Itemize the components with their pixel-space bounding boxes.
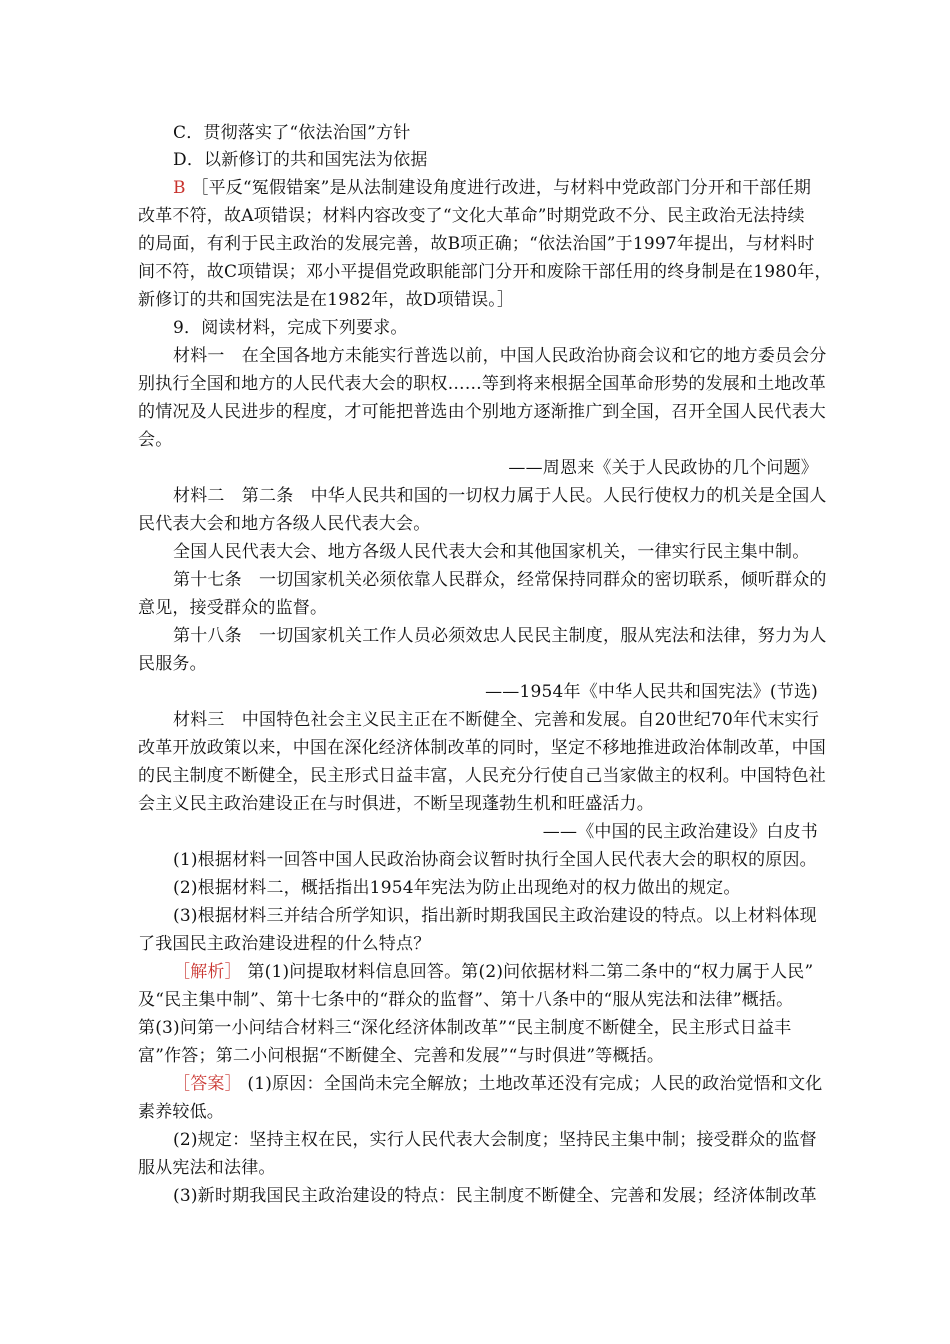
- question-3-cont: 了我国民主政治建设进程的什么特点？: [138, 934, 431, 954]
- material3-line: 材料三 中国特色社会主义民主正在不断健全、完善和发展。自20世纪70年代末实行: [173, 710, 820, 730]
- option-c: C．贯彻落实了“依法治国”方针: [173, 123, 411, 143]
- analysis-text: 第(1)问提取材料信息回答。第(2)问依据材料二第二条中的“权力属于人民”: [247, 962, 814, 982]
- answer-text: (1)原因：全国尚未完全解放；土地改革还没有完成；人民的政治觉悟和文化: [247, 1074, 823, 1094]
- material3-source: ——《中国的民主政治建设》白皮书: [542, 822, 818, 842]
- material2-line: 民代表大会和地方各级人民代表大会。: [138, 514, 431, 534]
- answer-line: (2)规定：坚持主权在民，实行人民代表大会制度；坚持民主集中制；接受群众的监督: [173, 1130, 817, 1150]
- material3-line: 改革开放政策以来，中国在深化经济体制改革的同时，坚定不移地推进政治体制改革，中国: [138, 738, 826, 758]
- question-1: (1)根据材料一回答中国人民政治协商会议暂时执行全国人民代表大会的职权的原因。: [173, 850, 817, 870]
- material2-line: 民服务。: [138, 654, 207, 674]
- material3-line: 会主义民主政治建设正在与时俱进，不断呈现蓬勃生机和旺盛活力。: [138, 794, 654, 814]
- material2-line: 全国人民代表大会、地方各级人民代表大会和其他国家机关，一律实行民主集中制。: [173, 542, 810, 562]
- q9-stem: 9．阅读材料，完成下列要求。: [173, 318, 408, 338]
- analysis-tag: ［解析］: [173, 962, 242, 982]
- material2-source: ——1954年《中华人民共和国宪法》(节选): [485, 682, 818, 702]
- q8-answer-letter: B: [173, 178, 186, 198]
- answer-line: (3)新时期我国民主政治建设的特点：民主制度不断健全、完善和发展；经济体制改革: [173, 1186, 817, 1206]
- material2-line: 意见，接受群众的监督。: [138, 598, 328, 618]
- q8-explanation-text: ［平反“冤假错案”是从法制建设角度进行改进，与材料中党政部门分开和干部任期: [191, 178, 812, 198]
- material2-line: 第十八条 一切国家机关工作人员必须效忠人民民主制度，服从宪法和法律，努力为人: [173, 626, 827, 646]
- material1-line: 的情况及人民进步的程度，才可能把普选由个别地方逐渐推广到全国，召开全国人民代表大: [138, 402, 826, 422]
- material1-line: 会。: [138, 430, 173, 450]
- material1-line: 别执行全国和地方的人民代表大会的职权……等到将来根据全国革命形势的发展和土地改革: [138, 374, 826, 394]
- answer-line: [173, 1072, 823, 1096]
- material1-source: ——周恩来《关于人民政协的几个问题》: [508, 458, 818, 478]
- q8-explanation-line: 的局面，有利于民主政治的发展完善，故B项正确；“依法治国”于1997年提出，与材料时: [138, 234, 815, 254]
- q8-explanation-line: 间不符，故C项错误；邓小平提倡党政职能部门分开和废除干部任用的终身制是在1980年，: [138, 262, 832, 282]
- answer-tag: ［答案］: [173, 1074, 242, 1094]
- material2-line: 第十七条 一切国家机关必须依靠人民群众，经常保持同群众的密切联系，倾听群众的: [173, 570, 827, 590]
- analysis-line: 第(3)问第一小问结合材料三“深化经济体制改革”“民主制度不断健全，民主形式日益丰: [138, 1018, 792, 1038]
- material3-line: 的民主制度不断健全，民主形式日益丰富，人民充分行使自己当家做主的权利。中国特色社: [138, 766, 826, 786]
- material1-line: 材料一 在全国各地方未能实行普选以前，中国人民政治协商会议和它的地方委员会分: [173, 346, 827, 366]
- analysis-line: 及“民主集中制”、第十七条中的“群众的监督”、第十八条中的“服从宪法和法律”概括。: [138, 990, 794, 1010]
- answer-line: 服从宪法和法律。: [138, 1158, 276, 1178]
- answer-line: 素养较低。: [138, 1102, 224, 1122]
- q8-explanation-line: [173, 176, 818, 200]
- analysis-line: [173, 960, 818, 984]
- q8-explanation-line: 新修订的共和国宪法是在1982年，故D项错误。］: [138, 290, 515, 310]
- material2-line: 材料二 第二条 中华人民共和国的一切权力属于人民。人民行使权力的机关是全国人: [173, 486, 827, 506]
- question-2: (2)根据材料二，概括指出1954年宪法为防止出现绝对的权力做出的规定。: [173, 878, 741, 898]
- analysis-line: 富”作答；第二小问根据“不断健全、完善和发展”“与时俱进”等概括。: [138, 1046, 665, 1066]
- q8-explanation-line: 改革不符，故A项错误；材料内容改变了“文化大革命”时期党政不分、民主政治无法持续: [138, 206, 805, 226]
- question-3: (3)根据材料三并结合所学知识，指出新时期我国民主政治建设的特点。以上材料体现: [173, 906, 817, 926]
- option-d: D．以新修订的共和国宪法为依据: [173, 150, 428, 170]
